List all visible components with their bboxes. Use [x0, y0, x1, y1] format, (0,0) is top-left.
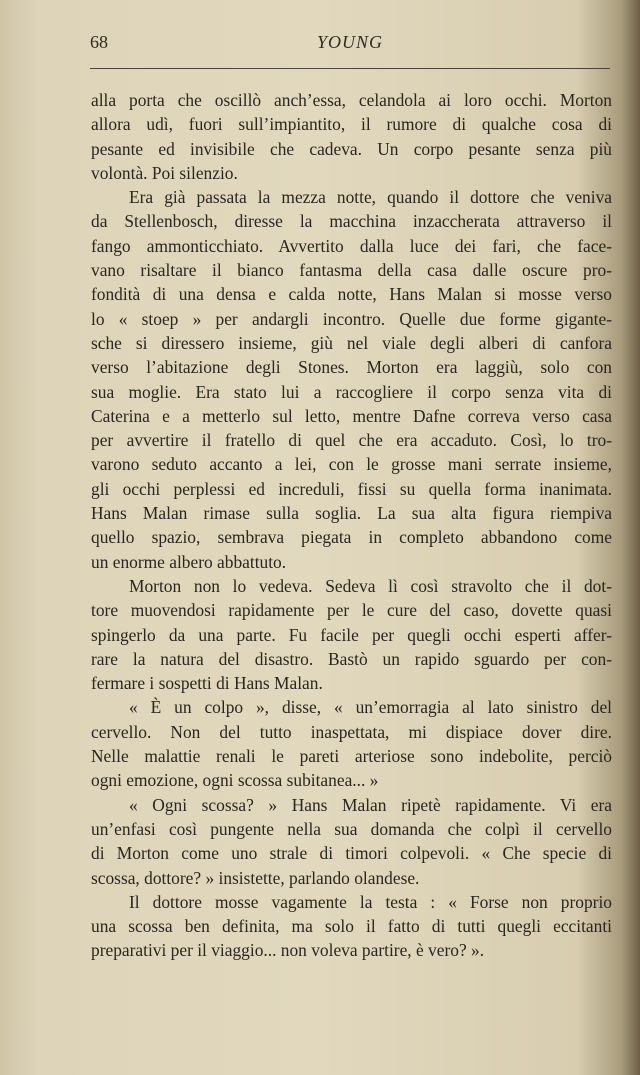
- text-line: rare la natura del disastro. Bastò un rapido sguardo per con-: [91, 648, 612, 669]
- text-line: Era già passata la mezza notte, quando il dottore che veniva: [129, 187, 612, 208]
- text-line: sua moglie. Era stato lui a raccogliere il corpo senza vita di: [91, 381, 612, 402]
- paragraph: [91, 88, 612, 185]
- text-line: Il dottore mosse vagamente la testa : « Forse non proprio: [129, 891, 612, 912]
- running-title: YOUNG: [316, 32, 383, 52]
- text-line: da Stellenbosch, diresse la macchina inzaccherata attraverso il: [91, 211, 612, 232]
- page-header: [90, 32, 610, 58]
- paragraph: [91, 185, 612, 574]
- text-line: Nelle malattie renali le pareti arteriose sono indebolite, perciò: [91, 746, 612, 767]
- text-line: Morton non lo vedeva. Sedeva lì così stravolto che il dot-: [129, 575, 612, 596]
- header-rule: [90, 68, 610, 69]
- text-line: lo « stoep » per andargli incontro. Quelle due forme gigante-: [91, 308, 612, 329]
- text-line: una scossa ben definita, ma solo il fatto di tutti quegli eccitanti: [91, 916, 612, 937]
- text-line: alla porta che oscillò anch’essa, celandola ai loro occhi. Morton: [91, 90, 612, 110]
- text-line: fondità di una densa e calda notte, Hans Malan si mosse verso: [91, 284, 612, 305]
- text-line: tore muovendosi rapidamente per le cure del caso, dovette quasi: [91, 600, 612, 621]
- text-line: « Ogni scossa? » Hans Malan ripetè rapidamente. Vi era: [129, 794, 612, 815]
- text-line: spingerlo da una parte. Fu facile per quegli occhi esperti affer-: [91, 624, 612, 645]
- paragraph: [91, 890, 612, 963]
- text-line: « È un colpo », disse, « un’emorragia al lato sinistro del: [129, 697, 612, 718]
- text-line: Hans Malan rimase sulla soglia. La sua alta figura riempiva: [91, 503, 612, 524]
- text-line: scossa, dottore? » insistette, parlando olandese.: [91, 867, 420, 888]
- text-line: verso l’abitazione degli Stones. Morton era laggiù, solo con: [91, 357, 612, 378]
- text-line: di Morton come uno strale di timori colpevoli. « Che specie di: [91, 843, 612, 864]
- paragraph: [91, 574, 612, 695]
- text-line: per avvertire il fratello di quel che era accaduto. Così, lo tro-: [91, 430, 612, 451]
- text-line: un enorme albero abbattuto.: [91, 551, 287, 572]
- text-line: ogni emozione, ogni scossa subitanea... »: [91, 770, 379, 791]
- text-line: volontà. Poi silenzio.: [91, 162, 238, 183]
- text-line: pesante ed invisibile che cadeva. Un corpo pesante senza più: [91, 138, 612, 159]
- text-line: Caterina e a metterlo sul letto, mentre Dafne correva verso casa: [91, 405, 612, 426]
- body-text: [91, 88, 612, 963]
- text-line: quello spazio, sembrava piegata in completo abbandono come: [91, 527, 612, 548]
- text-line: un’enfasi così pungente nella sua domanda che colpì il cervello: [91, 818, 612, 839]
- text-line: gli occhi perplessi ed increduli, fissi su quella forma inanimata.: [91, 478, 612, 499]
- text-line: vano risaltare il bianco fantasma della casa dalle oscure pro-: [91, 260, 612, 281]
- text-line: cervello. Non del tutto inaspettata, mi dispiace dover dire.: [91, 721, 612, 742]
- page-number: 68: [90, 32, 108, 52]
- paragraph: [91, 793, 612, 890]
- text-line: varono seduto accanto a lei, con le grosse mani serrate insieme,: [91, 454, 612, 475]
- text-line: sche si diressero insieme, giù nel viale degli alberi di canfora: [91, 332, 612, 353]
- text-line: fango ammonticchiato. Avvertito dalla luce dei fari, che face-: [91, 235, 612, 256]
- text-line: allora udì, fuori sull’impiantito, il rumore di qualche cosa di: [91, 114, 612, 135]
- paragraph: [91, 695, 612, 792]
- text-line: fermare i sospetti di Hans Malan.: [91, 673, 323, 694]
- text-line: preparativi per il viaggio... non voleva partire, è vero? ».: [91, 940, 485, 961]
